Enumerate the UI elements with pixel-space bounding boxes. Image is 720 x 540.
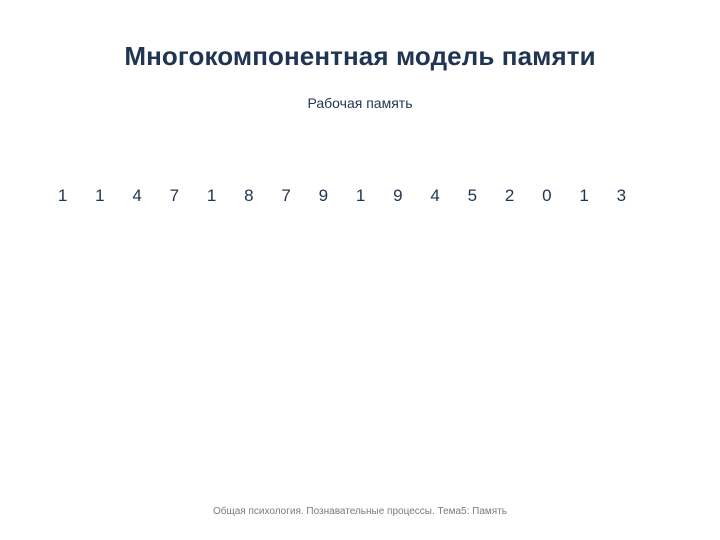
- digit-sequence: [44, 184, 644, 208]
- slide-subtitle: Рабочая память: [307, 95, 413, 111]
- digit-7: 7: [281, 186, 291, 205]
- digit-10: 9: [393, 186, 403, 205]
- slide-title: Многокомпонентная модель памяти: [124, 41, 596, 71]
- digit-13: 2: [504, 186, 515, 205]
- digit-16: 3: [616, 186, 627, 205]
- digit-1: 1: [57, 186, 68, 205]
- digit-8: 9: [318, 186, 329, 205]
- digit-14: 0: [542, 186, 552, 205]
- digit-5: 1: [206, 186, 217, 205]
- digit-9: 1: [355, 186, 366, 205]
- digit-6: 8: [244, 186, 254, 205]
- slide-footer: Общая психология. Познавательные процессы. Тема5: Память: [212, 506, 508, 517]
- digit-4: 7: [169, 186, 180, 205]
- digit-12: 5: [467, 186, 478, 205]
- digit-11: 4: [430, 186, 440, 205]
- digit-15: 1: [579, 186, 589, 205]
- digit-3: 4: [132, 186, 142, 205]
- digit-2: 1: [95, 186, 105, 205]
